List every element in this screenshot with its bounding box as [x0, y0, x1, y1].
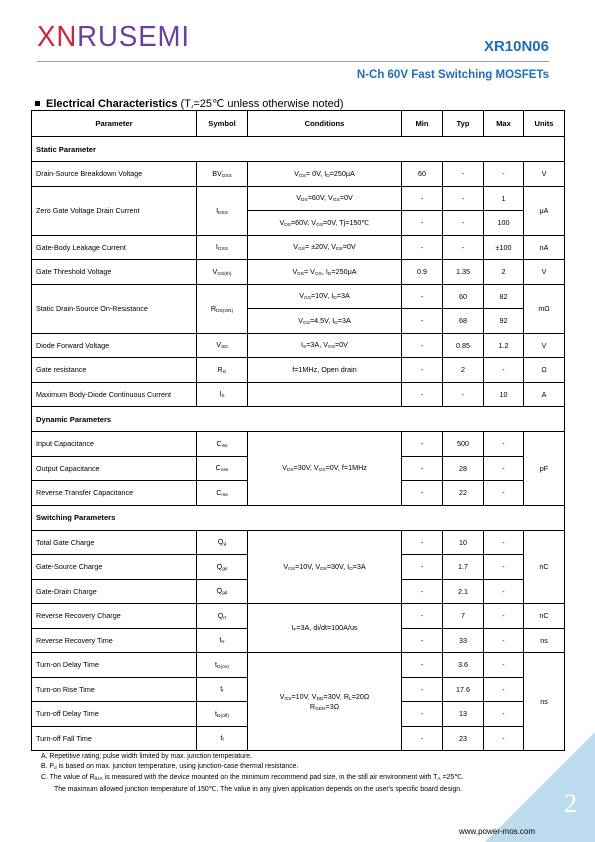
- typ-cell: 2.1: [443, 579, 484, 604]
- unit-cell: pF: [524, 432, 565, 506]
- bullet-square-icon: [35, 101, 40, 106]
- footnote-a: A. Repetitive rating; pulse width limited by max. junction temperature.: [41, 753, 253, 760]
- typ-cell: 7: [443, 604, 484, 629]
- conditions-cell: [248, 382, 402, 407]
- part-number: XR10N06: [483, 38, 549, 55]
- section-note: ($T_J=25℃$ unless otherwise noted): [180, 98, 344, 110]
- company-logo: [37, 21, 190, 54]
- min-cell: -: [402, 555, 443, 580]
- corner-triangle-decoration: [485, 732, 595, 842]
- typ-cell: 23: [443, 726, 484, 751]
- conditions-cell: f=1MHz, Open drain: [248, 358, 402, 383]
- param-cell: Gate-Source Charge: [32, 555, 197, 580]
- param-cell: Gate resistance: [32, 358, 197, 383]
- min-cell: -: [402, 284, 443, 309]
- table-row: [32, 186, 565, 211]
- conditions-cell: $I_S=3A$, $V_{GS}=0V$: [248, 333, 402, 358]
- param-cell: Reverse Transfer Capacitance: [32, 481, 197, 506]
- header-min: Min: [402, 111, 443, 137]
- symbol-cell: $t_{D(off)}$: [197, 702, 248, 727]
- conditions-cell: $V_{DS}=30V$, $V_{GS}=0V$, f=1MHz: [248, 432, 402, 506]
- table-row: [32, 284, 565, 309]
- symbol-cell: $t_f$: [197, 726, 248, 751]
- max-cell: -: [484, 628, 524, 653]
- min-cell: -: [402, 432, 443, 457]
- typ-cell: 1.7: [443, 555, 484, 580]
- unit-cell: V: [524, 260, 565, 285]
- symbol-cell: $I_{DSS}$: [197, 186, 248, 235]
- unit-cell: Ω: [524, 358, 565, 383]
- param-cell: Maximum Body-Diode Continuous Current: [32, 382, 197, 407]
- table-row: [32, 530, 565, 555]
- logo-text-red: XN: [37, 21, 78, 53]
- symbol-cell: $C_{iss}$: [197, 432, 248, 457]
- typ-cell: 500: [443, 432, 484, 457]
- typ-cell: 60: [443, 284, 484, 309]
- table-row: [32, 653, 565, 678]
- header-max: Max: [484, 111, 524, 137]
- max-cell: -: [484, 555, 524, 580]
- symbol-cell: $BV_{DSS}$: [197, 162, 248, 187]
- symbol-cell: $t_{rr}$: [197, 628, 248, 653]
- max-cell: -: [484, 358, 524, 383]
- typ-cell: 17.6: [443, 677, 484, 702]
- min-cell: -: [402, 726, 443, 751]
- max-cell: -: [484, 702, 524, 727]
- max-cell: ±100: [484, 235, 524, 260]
- conditions-cell: $V_{GS}= \pm 20V$, $V_{DS}=0V$: [248, 235, 402, 260]
- group-row: [32, 505, 565, 530]
- max-cell: -: [484, 604, 524, 629]
- typ-cell: 68: [443, 309, 484, 334]
- table-header-row: [32, 111, 565, 137]
- min-cell: -: [402, 628, 443, 653]
- min-cell: -: [402, 604, 443, 629]
- unit-cell: nC: [524, 530, 565, 604]
- max-cell: -: [484, 530, 524, 555]
- typ-cell: -: [443, 186, 484, 211]
- typ-cell: 33: [443, 628, 484, 653]
- section-title: Electrical Characteristics: [46, 98, 178, 110]
- conditions-cell: $V_{GS}=10V$, $V_{DD}=30V$, $R_L=20\Omega$ $R_{GEN}=3\Omega$: [248, 653, 402, 751]
- typ-cell: 3.6: [443, 653, 484, 678]
- param-cell: Zero Gate Voltage Drain Current: [32, 186, 197, 235]
- device-subtitle: N-Ch 60V Fast Switching MOSFETs: [356, 69, 549, 81]
- param-cell: Turn-on Delay Time: [32, 653, 197, 678]
- typ-cell: 22: [443, 481, 484, 506]
- typ-cell: -: [443, 162, 484, 187]
- website-url[interactable]: www.power-mos.com: [458, 827, 535, 836]
- conditions-cell: $I_F=3A$, di/dt=100A/us: [248, 604, 402, 653]
- typ-cell: 28: [443, 456, 484, 481]
- symbol-cell: $I_{GSS}$: [197, 235, 248, 260]
- unit-cell: mΩ: [524, 284, 565, 333]
- conditions-cell: $V_{DS}=60V$, $V_{GS}=0V$: [248, 186, 402, 211]
- unit-cell: μA: [524, 186, 565, 235]
- max-cell: -: [484, 579, 524, 604]
- param-cell: Drain-Source Breakdown Voltage: [32, 162, 197, 187]
- typ-cell: 13: [443, 702, 484, 727]
- max-cell: -: [484, 456, 524, 481]
- min-cell: -: [402, 358, 443, 383]
- max-cell: 100: [484, 211, 524, 236]
- unit-cell: ns: [524, 628, 565, 653]
- typ-cell: 1.35: [443, 260, 484, 285]
- min-cell: -: [402, 309, 443, 334]
- unit-cell: V: [524, 162, 565, 187]
- footnotes: [41, 752, 464, 794]
- header-parameter: Parameter: [32, 111, 197, 137]
- min-cell: -: [402, 481, 443, 506]
- header-conditions: Conditions: [248, 111, 402, 137]
- param-cell: Output Capacitance: [32, 456, 197, 481]
- conditions-cell: $V_{DS}= V_{GS}$, $I_D=250\mu A$: [248, 260, 402, 285]
- min-cell: -: [402, 456, 443, 481]
- group-row: [32, 137, 565, 162]
- max-cell: 2: [484, 260, 524, 285]
- logo-text-purple: RUSEMI: [77, 21, 191, 53]
- max-cell: 1: [484, 186, 524, 211]
- typ-cell: -: [443, 211, 484, 236]
- unit-cell: nC: [524, 604, 565, 629]
- max-cell: 10: [484, 382, 524, 407]
- param-cell: Gate-Drain Charge: [32, 579, 197, 604]
- param-cell: Diode Forward Voltage: [32, 333, 197, 358]
- min-cell: -: [402, 333, 443, 358]
- unit-cell: V: [524, 333, 565, 358]
- param-cell: Turn-on Rise Time: [32, 677, 197, 702]
- unit-cell: ns: [524, 653, 565, 751]
- symbol-cell: $t_r$: [197, 677, 248, 702]
- unit-cell: A: [524, 382, 565, 407]
- unit-cell: nA: [524, 235, 565, 260]
- max-cell: -: [484, 481, 524, 506]
- symbol-cell: $I_S$: [197, 382, 248, 407]
- symbol-cell: $C_{rss}$: [197, 481, 248, 506]
- max-cell: -: [484, 653, 524, 678]
- typ-cell: 0.85: [443, 333, 484, 358]
- min-cell: -: [402, 702, 443, 727]
- table-row: [32, 382, 565, 407]
- conditions-cell: $V_{GS}= 0V$, $I_D=250\mu A$: [248, 162, 402, 187]
- min-cell: -: [402, 186, 443, 211]
- electrical-characteristics-table: [31, 110, 565, 751]
- max-cell: 82: [484, 284, 524, 309]
- footnote-b: B. $P_d$ is based on max. junction temperature, using junction-case thermal resistance.: [41, 762, 299, 771]
- table-row: [32, 358, 565, 383]
- typ-cell: -: [443, 382, 484, 407]
- min-cell: -: [402, 235, 443, 260]
- symbol-cell: $Q_{gd}$: [197, 579, 248, 604]
- conditions-cell: $V_{GS}=10V$, $I_D=3A$: [248, 284, 402, 309]
- header-divider: [37, 61, 549, 62]
- group-dynamic: Dynamic Parameters: [32, 407, 565, 432]
- typ-cell: -: [443, 235, 484, 260]
- conditions-cell: $V_{DS}=60V$, $V_{GS}=0V$, Tj=150℃: [248, 211, 402, 236]
- max-cell: 92: [484, 309, 524, 334]
- min-cell: -: [402, 677, 443, 702]
- table-row: [32, 235, 565, 260]
- footnote-c: C. The value of $R_{\theta JA}$ is measured with the device mounted on the minimum recommend pad size, in the still air environment with $T_A$ =25℃.: [41, 774, 464, 782]
- min-cell: 60: [402, 162, 443, 187]
- symbol-cell: $R_G$: [197, 358, 248, 383]
- symbol-cell: $Q_{rr}$: [197, 604, 248, 629]
- symbol-cell: $C_{oss}$: [197, 456, 248, 481]
- param-cell: Reverse Recovery Charge: [32, 604, 197, 629]
- table-row: [32, 432, 565, 457]
- param-cell: Turn-off Fall Time: [32, 726, 197, 751]
- max-cell: -: [484, 432, 524, 457]
- param-cell: Reverse Recovery Time: [32, 628, 197, 653]
- symbol-cell: $t_{D(on)}$: [197, 653, 248, 678]
- min-cell: 0.9: [402, 260, 443, 285]
- header-units: Units: [524, 111, 565, 137]
- symbol-cell: $Q_{gs}$: [197, 555, 248, 580]
- header-symbol: Symbol: [197, 111, 248, 137]
- min-cell: -: [402, 211, 443, 236]
- footnote-c-cont: The maximum allowed junction temperature of 150℃. The value in any given application depends on the user's specific board design.: [54, 785, 463, 793]
- group-switching: Switching Parameters: [32, 505, 565, 530]
- table-row: [32, 162, 565, 187]
- symbol-cell: $Q_g$: [197, 530, 248, 555]
- typ-cell: 10: [443, 530, 484, 555]
- table-row: [32, 604, 565, 629]
- symbol-cell: $V_{GS(th)}$: [197, 260, 248, 285]
- max-cell: 1.2: [484, 333, 524, 358]
- max-cell: -: [484, 677, 524, 702]
- symbol-cell: $R_{DS(ON)}$: [197, 284, 248, 333]
- param-cell: Total Gate Charge: [32, 530, 197, 555]
- param-cell: Static Drain-Source On-Resistance: [32, 284, 197, 333]
- min-cell: -: [402, 382, 443, 407]
- conditions-cell: $V_{GS}=10V$, $V_{DS}=30V$, $I_D=3A$: [248, 530, 402, 604]
- typ-cell: 2: [443, 358, 484, 383]
- symbol-cell: $V_{SD}$: [197, 333, 248, 358]
- max-cell: -: [484, 726, 524, 751]
- section-heading: [35, 97, 344, 110]
- table-row: [32, 333, 565, 358]
- page-number: 2: [564, 789, 577, 818]
- group-static: Static Parameter: [32, 137, 565, 162]
- max-cell: -: [484, 162, 524, 187]
- min-cell: -: [402, 653, 443, 678]
- conditions-cell: $V_{GS}=4.5V$, $I_D=3A$: [248, 309, 402, 334]
- param-cell: Gate Threshold Voltage: [32, 260, 197, 285]
- param-cell: Gate-Body Leakage Current: [32, 235, 197, 260]
- group-row: [32, 407, 565, 432]
- min-cell: -: [402, 530, 443, 555]
- header-typ: Typ: [443, 111, 484, 137]
- param-cell: Input Capacitance: [32, 432, 197, 457]
- table-row: [32, 260, 565, 285]
- param-cell: Turn-off Delay Time: [32, 702, 197, 727]
- min-cell: -: [402, 579, 443, 604]
